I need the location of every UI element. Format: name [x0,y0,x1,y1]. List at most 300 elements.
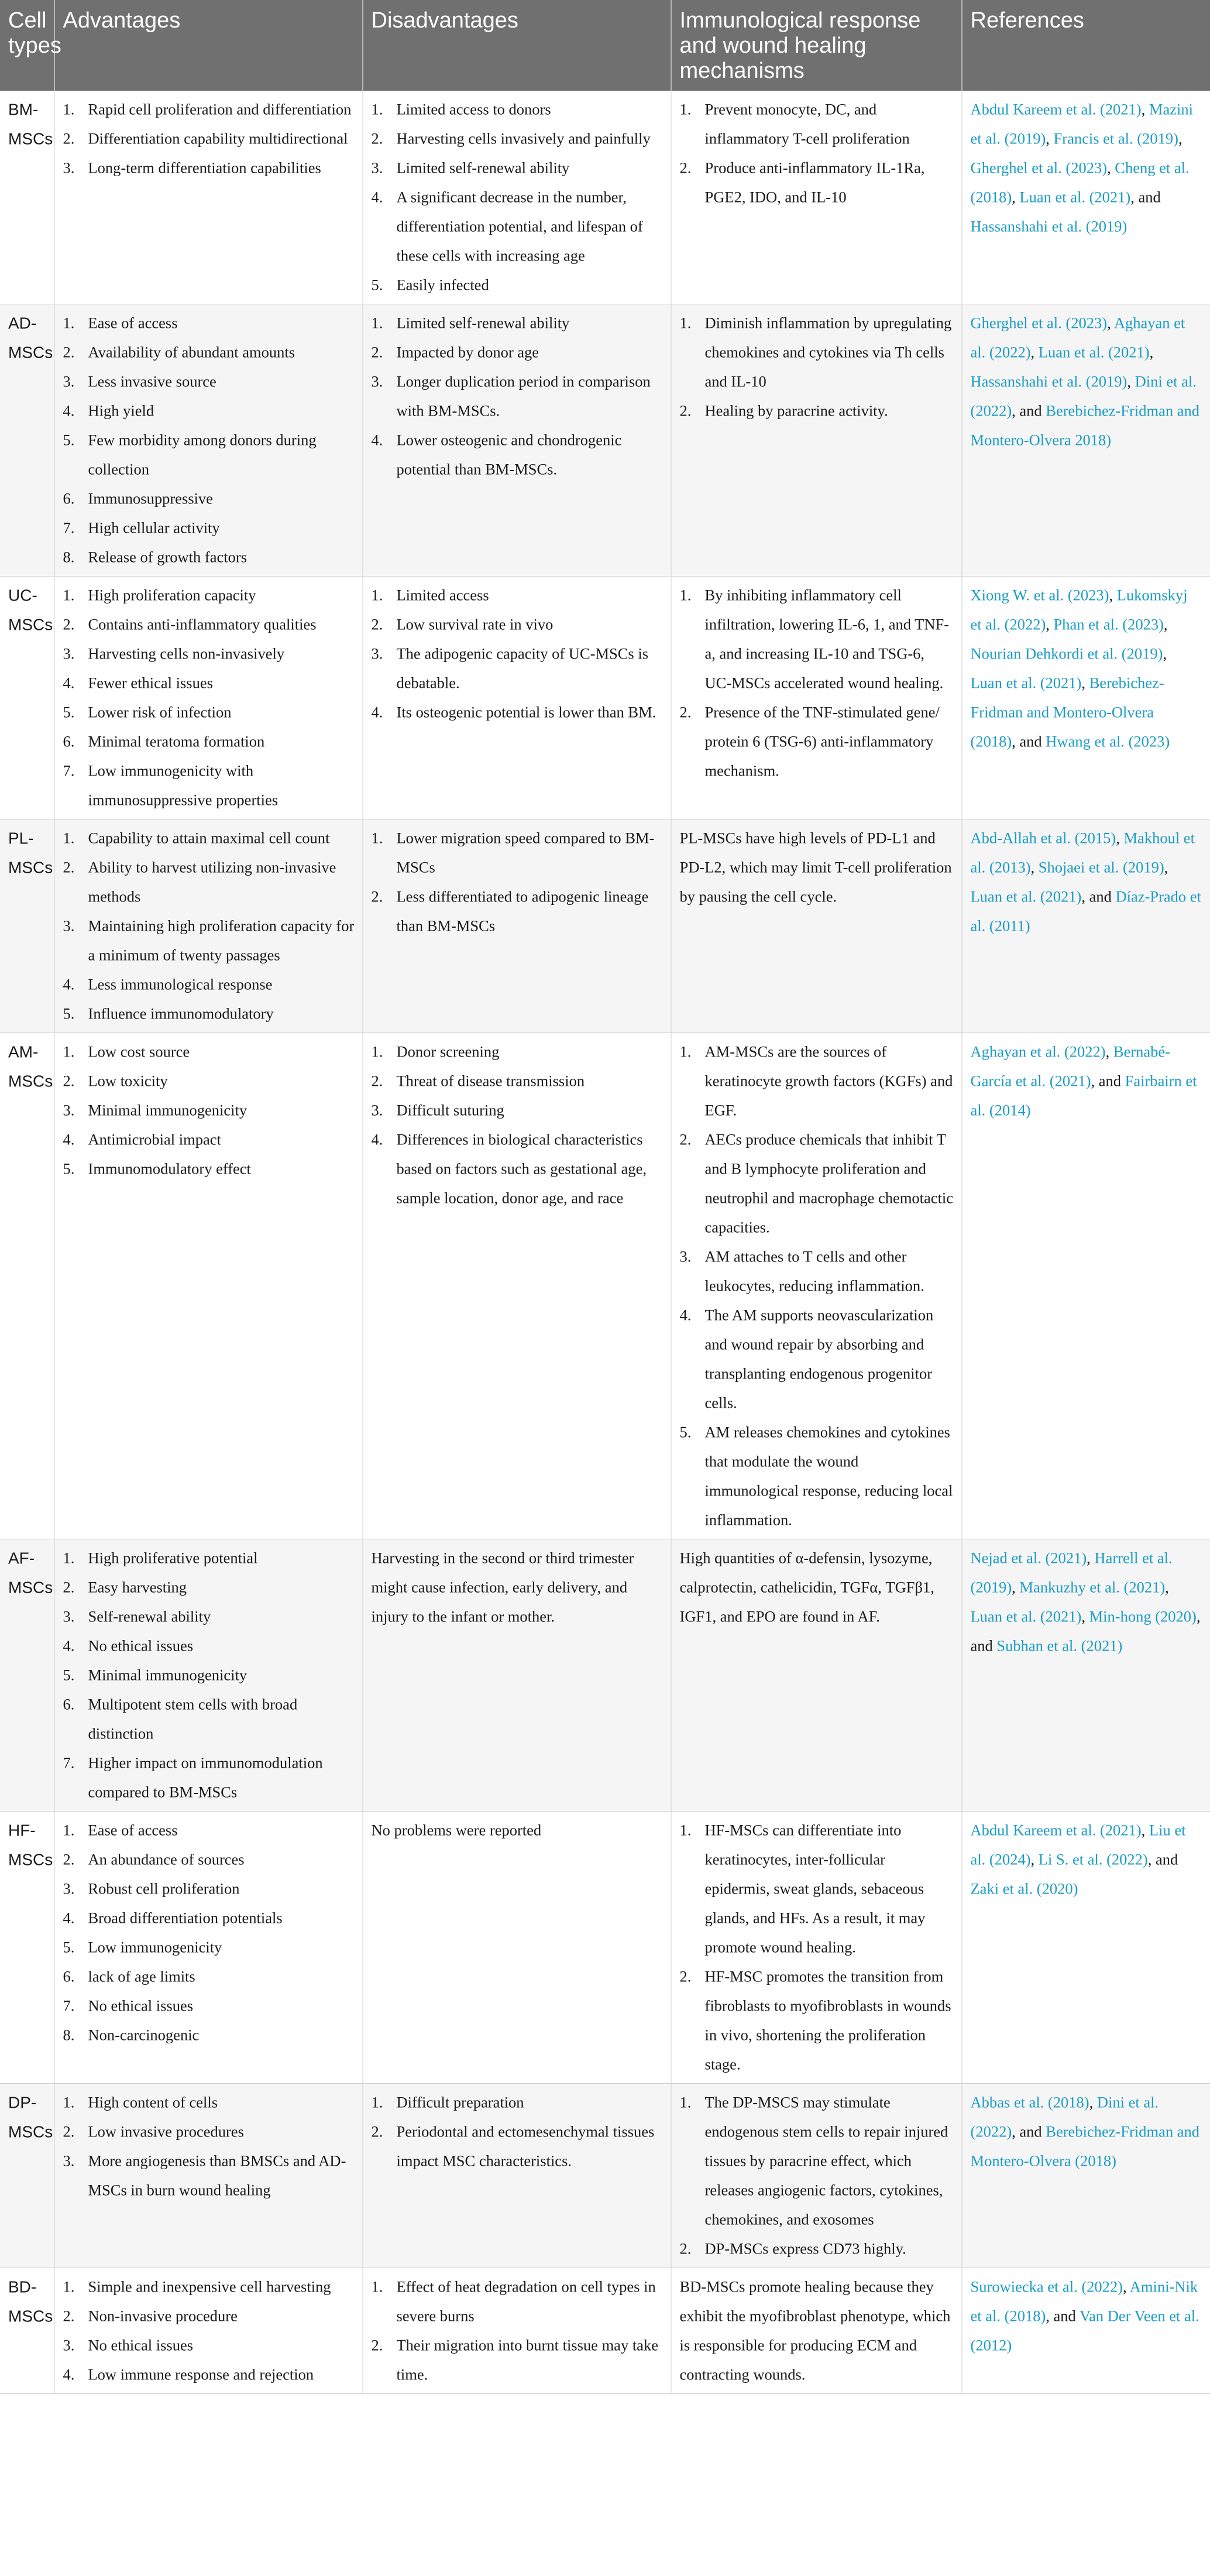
list-item [63,610,355,639]
list-number: 2. [679,402,692,420]
list-item-text: Limited access to donors [396,101,551,118]
list-number: 1. [371,314,383,332]
reference-link[interactable]: Abdul Kareem et al. (2021) [970,101,1142,118]
numbered-list [372,308,663,484]
disadvantages-cell [363,1033,671,1539]
list-item-text: Low survival rate in vivo [396,616,554,633]
list-item-text: Differences in biological characteristics based on factors such as gestational age, sample location, donor age, and race [396,1131,647,1207]
list-number: 4. [371,431,383,449]
list-item-text: The adipogenic capacity of UC-MSCs is debatable. [396,645,649,692]
advantages-cell [54,1033,363,1539]
list-item [63,2021,355,2050]
list-item-text: Lower osteogenic and chondrogenic potential than BM-MSCs. [396,431,622,478]
list-number: 8. [63,2026,75,2044]
list-number: 2. [371,2123,383,2141]
advantages-cell [54,1812,363,2084]
list-number: 2. [679,1131,692,1148]
advantages-cell [54,91,363,304]
list-item-text: Easy harvesting [88,1579,187,1596]
list-item [63,2117,355,2146]
list-item [63,1991,355,2021]
list-item-text: An abundance of sources [88,1851,245,1868]
reference-link[interactable]: Luan et al. (2021) [1038,344,1150,361]
list-number: 1. [63,2094,75,2111]
list-number: 4. [371,188,383,206]
mechanisms-cell: BD-MSCs promote healing because they exhibit the myofibroblast phenotype, which is responsible for producing ECM and contracting wounds. [671,2268,962,2394]
list-number: 2. [63,859,75,876]
numbered-list [680,308,954,426]
list-item [63,426,355,484]
list-item-text: A significant decrease in the number, differentiation potential, and lifespan of these cells with increasing age [396,188,643,265]
cell-type-name: AF-MSCs [0,1539,54,1812]
list-item-text: Differentiation capability multidirectional [88,130,348,148]
list-item-text: High content of cells [88,2094,218,2111]
list-item [680,308,954,396]
advantages-cell [54,2268,363,2394]
list-item [680,1242,954,1301]
mechanisms-cell [671,1812,962,2084]
list-item-text: No ethical issues [88,1997,194,2015]
list-item-text: More angiogenesis than BMSCs and AD-MSCs in burn wound healing [88,2152,346,2199]
reference-link[interactable]: Hwang et al. (2023) [1046,733,1170,750]
list-item [680,1037,954,1125]
list-item [372,183,663,270]
list-number: 2. [371,130,383,148]
list-item [372,2331,663,2389]
list-item-text: Threat of disease transmission [396,1072,585,1090]
list-item [63,1573,355,1602]
list-item-text: Less invasive source [88,373,216,390]
list-item [63,1962,355,1991]
list-item [63,1154,355,1184]
header-advantages: Advantages [54,0,363,91]
list-item [63,2331,355,2360]
list-item [63,698,355,727]
list-item-text: Availability of abundant amounts [88,344,295,361]
list-item [63,2146,355,2205]
reference-link[interactable]: Li S. et al. (2022) [1038,1851,1148,1868]
list-item [680,698,954,786]
table-row [0,819,1210,1033]
numbered-list [680,95,954,212]
reference-link[interactable]: Abbas et al. (2018) [970,2094,1089,2111]
list-number: 1. [371,101,383,118]
list-number: 5. [63,704,75,721]
list-item-text: Contains anti-inflammatory qualities [88,616,317,633]
list-item-text: AECs produce chemicals that inhibit T and B lymphocyte proliferation and neutrophil and macrophage chemotactic capacities. [704,1131,954,1236]
list-number: 1. [63,2278,75,2296]
list-number: 3. [63,159,75,177]
list-item-text: Low cost source [88,1043,190,1061]
reference-link[interactable]: Shojaei et al. (2019) [1038,859,1164,876]
table-row [0,1539,1210,1812]
table-row [0,1812,1210,2084]
reference-link[interactable]: Nejad et al. (2021) [970,1549,1087,1567]
list-number: 1. [371,586,383,604]
list-item-text: Immunomodulatory effect [88,1160,251,1178]
list-item [63,1602,355,1631]
list-item [372,2272,663,2331]
reference-link[interactable]: Mazini et al. (2019) [970,101,1193,148]
reference-link[interactable]: Xiong W. et al. (2023) [970,586,1109,604]
list-item-text: Antimicrobial impact [88,1131,221,1148]
references-cell: Abdul Kareem et al. (2021), Mazini et al. (2019), Francis et al. (2019), Gherghel et al. (2023), Cheng et al. (2018), Luan et al. (2021), and Hassanshahi et al. (2019) [962,91,1210,304]
reference-link[interactable]: Berebichez-Fridman and Montero-Olvera (2018) [970,2123,1199,2170]
list-item [63,1845,355,1874]
reference-link[interactable]: Van Der Veen et al. (2012) [970,2307,1199,2354]
reference-link[interactable]: Cheng et al. (2018) [970,159,1190,206]
references-cell: Abdul Kareem et al. (2021), Liu et al. (2024), Li S. et al. (2022), and Zaki et al. (2020) [962,1812,1210,2084]
list-number: 1. [679,586,692,604]
table-row [0,577,1210,819]
list-item-text: By inhibiting inflammatory cell infiltration, lowering IL-6, 1, and TNF-a, and increasing IL-10 and TSG-6, UC-MSCs accelerated wound healing. [704,586,950,692]
list-number: 6. [63,1696,75,1713]
list-number: 1. [371,1043,383,1061]
list-number: 1. [63,829,75,847]
list-item-text: Periodontal and ectomesenchymal tissues impact MSC characteristics. [396,2123,655,2170]
list-item-text: Donor screening [396,1043,500,1061]
numbered-list [680,581,954,786]
list-item [680,2088,954,2234]
list-number: 2. [63,344,75,361]
list-item [63,308,355,338]
list-item [372,2117,663,2176]
list-item [63,999,355,1028]
list-item [63,1037,355,1066]
list-item-text: Ability to harvest utilizing non-invasive methods [88,859,336,905]
cell-type-name: PL-MSCs [0,819,54,1033]
numbered-list [372,95,663,300]
reference-link[interactable]: Nourian Dehkordi et al. (2019) [970,645,1163,663]
reference-link[interactable]: Mankuzhy et al. (2021) [1019,1579,1166,1596]
list-number: 2. [63,616,75,633]
list-item-text: Simple and inexpensive cell harvesting [88,2278,331,2296]
reference-link[interactable]: Dini et al. (2022) [970,2094,1159,2141]
list-item [680,1816,954,1962]
list-item-text: Higher impact on immunomodulation compared to BM-MSCs [88,1754,323,1801]
reference-link[interactable]: Min-hong (2020) [1089,1608,1197,1625]
list-number: 4. [63,976,75,993]
list-number: 7. [63,519,75,537]
list-item-text: AM-MSCs are the sources of keratinocyte growth factors (KGFs) and EGF. [704,1043,953,1119]
reference-link[interactable]: Liu et al. (2024) [970,1822,1186,1868]
list-item [63,911,355,970]
list-item-text: HF-MSC promotes the transition from fibroblasts to myofibroblasts in wounds in vivo, shortening the proliferation stage. [704,1968,951,2073]
list-item-text: Release of growth factors [88,548,248,566]
list-item [63,1748,355,1807]
list-number: 2. [371,344,383,361]
list-number: 4. [63,1909,75,1927]
list-item-text: Low immunogenicity with immunosuppressive properties [88,762,279,809]
list-item-text: Lower risk of infection [88,704,232,721]
reference-link[interactable]: Díaz-Prado et al. (2011) [970,888,1201,935]
list-item-text: Low toxicity [88,1072,168,1090]
list-number: 3. [679,1248,692,1265]
mechanisms-cell: PL-MSCs have high levels of PD-L1 and PD-L2, which may limit T-cell proliferation by pausing the cell cycle. [671,819,962,1033]
list-number: 1. [371,2094,383,2111]
list-item [63,970,355,999]
list-item [63,2360,355,2389]
list-item [372,882,663,941]
disadvantages-cell [363,2084,671,2268]
cell-type-name: HF-MSCs [0,1812,54,2084]
list-item-text: Produce anti-inflammatory IL-1Ra, PGE2, IDO, and IL-10 [704,159,925,206]
list-item [372,124,663,153]
reference-link[interactable]: Makhoul et al. (2013) [970,829,1195,876]
references-cell: Nejad et al. (2021), Harrell et al. (2019), Mankuzhy et al. (2021), Luan et al. (2021), Min-hong (2020), and Subhan et al. (2021) [962,1539,1210,1812]
list-number: 1. [63,1822,75,1839]
list-number: 7. [63,1754,75,1772]
header-disadvantages: Disadvantages [363,0,671,91]
list-item-text: DP-MSCs express CD73 highly. [704,2240,906,2258]
list-number: 3. [63,1880,75,1898]
list-item-text: Harvesting cells invasively and painfully [396,130,651,148]
list-item [680,1962,954,2079]
list-item-text: Long-term differentiation capabilities [88,159,321,177]
list-item [372,824,663,882]
list-item [680,1301,954,1418]
disadvantages-cell [363,304,671,577]
list-item [63,1066,355,1096]
list-item-text: Ease of access [88,314,178,332]
list-item-text: Less differentiated to adipogenic lineage than BM-MSCs [396,888,649,935]
list-number: 1. [371,829,383,847]
header-mechanisms: Immunological response and wound healing mechanisms [671,0,962,91]
list-item-text: Healing by paracrine activity. [704,402,888,420]
list-item-text: High proliferation capacity [88,586,256,604]
mechanisms-cell [671,91,962,304]
list-item-text: Fewer ethical issues [88,674,213,692]
reference-link[interactable]: Luan et al. (2021) [1019,188,1131,206]
list-item-text: Harvesting cells non-invasively [88,645,285,663]
list-item-text: Impacted by donor age [396,344,539,361]
table-row [0,2268,1210,2394]
list-item [63,95,355,124]
reference-link[interactable]: Berebichez-Fridman and Montero-Olvera (2018) [970,674,1164,750]
list-item [63,1933,355,1962]
list-item [63,853,355,911]
list-number: 2. [63,1072,75,1090]
list-item-text: Its osteogenic potential is lower than BM. [396,704,656,721]
list-item [680,1418,954,1535]
reference-link[interactable]: Hassanshahi et al. (2019) [970,373,1128,390]
list-number: 4. [63,2366,75,2383]
list-item-text: Ease of access [88,1822,178,1839]
list-item [680,581,954,698]
numbered-list [372,1037,663,1213]
reference-link[interactable]: Hassanshahi et al. (2019) [970,218,1128,235]
reference-link[interactable]: Luan et al. (2021) [970,888,1082,905]
list-item-text: Maintaining high proliferation capacity for a minimum of twenty passages [88,917,355,964]
list-number: 2. [371,616,383,633]
cell-type-name: DP-MSCs [0,2084,54,2268]
reference-link[interactable]: Zaki et al. (2020) [970,1880,1078,1898]
reference-link[interactable]: Surowiecka et al. (2022) [970,2278,1123,2296]
list-item [63,2301,355,2331]
list-item [372,2088,663,2117]
list-number: 5. [63,1939,75,1956]
list-item [372,1037,663,1066]
list-number: 5. [63,1666,75,1684]
list-number: 5. [679,1424,692,1441]
list-item-text: lack of age limits [88,1968,195,1985]
reference-link[interactable]: Francis et al. (2019) [1053,130,1178,148]
list-item-text: No ethical issues [88,1637,194,1655]
cell-type-name: BM-MSCs [0,91,54,304]
list-item [63,1631,355,1661]
list-number: 6. [63,733,75,750]
list-item-text: Limited access [396,586,489,604]
list-number: 7. [63,1997,75,2015]
list-item [63,824,355,853]
numbered-list [372,824,663,941]
table-row [0,304,1210,577]
list-item [63,543,355,572]
reference-link[interactable]: Gherghel et al. (2023) [970,314,1108,332]
list-number: 6. [63,1968,75,1985]
list-item-text: Few morbidity among donors during collection [88,431,317,478]
list-item-text: Presence of the TNF-stimulated gene/ protein 6 (TSG-6) anti-inflammatory mechanism. [704,704,940,780]
advantages-cell [54,2084,363,2268]
list-number: 1. [63,1549,75,1567]
list-number: 4. [371,704,383,721]
reference-link[interactable]: Luan et al. (2021) [970,674,1082,692]
list-item-text: Non-carcinogenic [88,2026,200,2044]
reference-link[interactable]: Aghayan et al. (2022) [970,314,1185,361]
list-item [372,581,663,610]
list-item-text: High cellular activity [88,519,220,537]
reference-link[interactable]: Phan et al. (2023) [1053,616,1164,633]
list-item-text: Longer duplication period in comparison with BM-MSCs. [396,373,651,420]
reference-link[interactable]: Berebichez-Fridman and Montero-Olvera 2018) [970,402,1199,449]
list-number: 1. [679,2094,692,2111]
list-item [63,1543,355,1573]
references-cell: Aghayan et al. (2022), Bernabé-García et al. (2021), and Fairbairn et al. (2014) [962,1033,1210,1539]
mechanisms-cell [671,2084,962,2268]
list-number: 3. [63,917,75,935]
numbered-list [63,2272,355,2389]
list-item [63,396,355,426]
list-number: 2. [371,1072,383,1090]
references-cell: Surowiecka et al. (2022), Amini-Nik et al. (2018), and Van Der Veen et al. (2012) [962,2268,1210,2394]
advantages-cell [54,577,363,819]
numbered-list [63,1037,355,1184]
list-item [63,581,355,610]
list-item-text: Robust cell proliferation [88,1880,240,1898]
list-number: 5. [371,276,383,294]
list-number: 3. [371,373,383,390]
reference-link[interactable]: Lukomskyj et al. (2022) [970,586,1188,633]
header-cell-types: Cell types [0,0,54,91]
references-cell: Xiong W. et al. (2023), Lukomskyj et al. (2022), Phan et al. (2023), Nourian Dehkordi et al. (2019), Luan et al. (2021), Berebichez-Fridman and Montero-Olvera (2018), and Hwang et al. (2023) [962,577,1210,819]
list-item [680,396,954,426]
list-item-text: Their migration into burnt tissue may take time. [396,2337,658,2383]
list-number: 4. [371,1131,383,1148]
numbered-list [63,2088,355,2205]
mechanisms-cell [671,304,962,577]
reference-link[interactable]: Gherghel et al. (2023) [970,159,1108,177]
cell-type-name: UC-MSCs [0,577,54,819]
list-item [63,1874,355,1903]
list-number: 2. [371,2337,383,2354]
list-number: 4. [63,1637,75,1655]
list-item-text: AM releases chemokines and cytokines that modulate the wound immunological response, reducing local inflammation. [704,1424,953,1529]
numbered-list [63,1543,355,1807]
list-number: 7. [63,762,75,780]
list-item [63,124,355,153]
list-item [63,338,355,367]
list-item [372,367,663,426]
list-item-text: The AM supports neovascularization and wound repair by absorbing and transplanting endogenous progenitor cells. [704,1306,934,1412]
list-item-text: Minimal teratoma formation [88,733,265,750]
list-item [372,698,663,727]
table-row [0,2084,1210,2268]
cell-type-name: AD-MSCs [0,304,54,577]
list-item-text: Limited self-renewal ability [396,314,570,332]
list-item-text: Prevent monocyte, DC, and inflammatory T-cell proliferation [704,101,910,148]
numbered-list [680,2088,954,2263]
list-item-text: AM attaches to T cells and other leukocytes, reducing inflammation. [704,1248,924,1295]
list-number: 4. [63,674,75,692]
list-number: 2. [679,2240,692,2258]
reference-link[interactable]: Amini-Nik et al. (2018) [970,2278,1198,2325]
reference-link[interactable]: Abd-Allah et al. (2015) [970,829,1116,847]
list-item [63,668,355,698]
list-item-text: Low immune response and rejection [88,2366,314,2383]
disadvantages-cell: No problems were reported [363,1812,671,2084]
list-item [63,1816,355,1845]
reference-link[interactable]: Abdul Kareem et al. (2021) [970,1822,1142,1839]
reference-link[interactable]: Aghayan et al. (2022) [970,1043,1106,1061]
list-item [63,153,355,183]
list-item [372,95,663,124]
reference-link[interactable]: Luan et al. (2021) [970,1608,1082,1625]
list-number: 1. [679,101,692,118]
list-item-text: Low invasive procedures [88,2123,244,2141]
list-item [63,1903,355,1933]
reference-link[interactable]: Dini et al. (2022) [970,373,1197,420]
disadvantages-cell: Harvesting in the second or third trimester might cause infection, early delivery, and injury to the infant or mother. [363,1539,671,1812]
list-number: 1. [679,314,692,332]
list-number: 4. [63,1131,75,1148]
list-item [372,338,663,367]
list-item-text: Low immunogenicity [88,1939,222,1956]
mechanisms-cell [671,1033,962,1539]
disadvantages-cell [363,577,671,819]
list-item-text: HF-MSCs can differentiate into keratinocytes, inter-follicular epidermis, sweat glands, sebaceous glands, and HFs. As a result, it may promote wound healing. [704,1822,926,1956]
advantages-cell [54,819,363,1033]
advantages-cell [54,304,363,577]
list-number: 3. [371,159,383,177]
list-number: 4. [679,1306,692,1324]
disadvantages-cell [363,819,671,1033]
reference-link[interactable]: Harrell et al. (2019) [970,1549,1173,1596]
list-item-text: Diminish inflammation by upregulating chemokines and cytokines via Th cells and IL-10 [704,314,952,390]
list-item-text: Influence immunomodulatory [88,1005,274,1023]
list-number: 2. [63,2123,75,2141]
list-item-text: Non-invasive procedure [88,2307,238,2325]
list-number: 2. [679,1968,692,1985]
reference-link[interactable]: Subhan et al. (2021) [996,1637,1123,1655]
list-item [63,484,355,513]
table-row [0,1033,1210,1539]
list-item [63,1661,355,1690]
list-item [372,308,663,338]
reference-link[interactable]: Bernabé-García et al. (2021) [970,1043,1170,1090]
list-number: 3. [63,2337,75,2354]
reference-link[interactable]: Fairbairn et al. (2014) [970,1072,1197,1119]
references-cell: Gherghel et al. (2023), Aghayan et al. (2022), Luan et al. (2021), Hassanshahi et al. (2019), Dini et al. (2022), and Berebichez-Fridman and Montero-Olvera 2018) [962,304,1210,577]
